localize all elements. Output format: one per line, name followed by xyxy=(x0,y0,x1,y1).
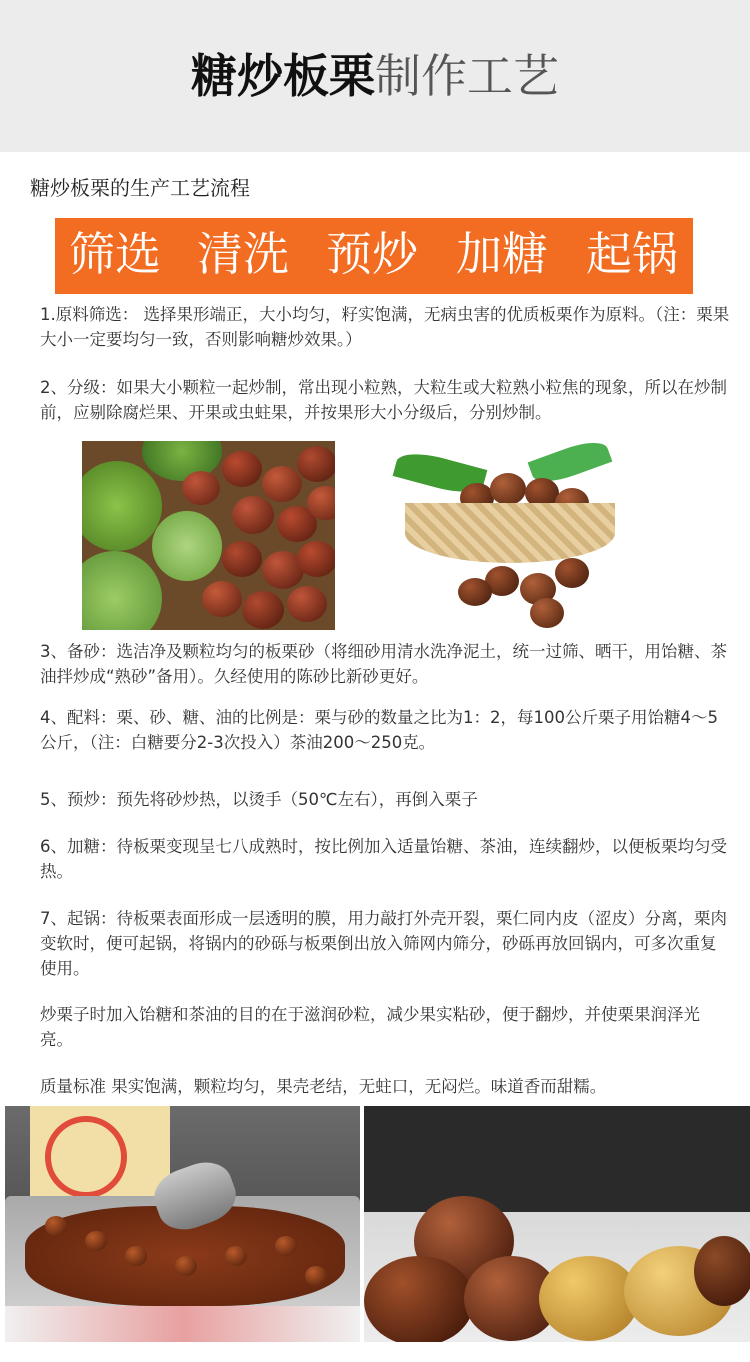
section-subtitle: 糖炒板栗的生产工艺流程 xyxy=(30,176,250,200)
title-light: 制作工艺 xyxy=(375,49,559,103)
photo-chestnut-basket xyxy=(390,438,620,630)
step-remove-from-wok: 起锅 xyxy=(586,227,678,281)
paragraph-step3: 3、备砂：选洁净及颗粒均匀的板栗砂（将细砂用清水洗净泥土，统一过筛、晒干，用饴糖、茶油拌炒成“熟砂”备用）。久经使用的陈砂比新砂更好。 xyxy=(40,642,727,686)
step-screening: 筛选 xyxy=(69,227,161,281)
step-washing: 清洗 xyxy=(197,227,289,281)
page-title xyxy=(0,46,750,106)
process-banner xyxy=(55,218,693,294)
paragraph-purpose: 炒栗子时加入饴糖和茶油的目的在于滋润砂粒，减少果实粘砂，便于翻炒，并使栗果润泽光亮。 xyxy=(40,1005,700,1049)
step-add-sugar: 加糖 xyxy=(456,227,548,281)
paragraph-step5: 5、预炒：预先将砂炒热，以烫手（50℃左右），再倒入栗子 xyxy=(40,790,478,809)
paragraph-quality: 质量标准 果实饱满，颗粒均匀，果壳老结，无蛀口，无闷烂。味道香而甜糯。 xyxy=(40,1077,607,1096)
paragraph-step2: 2、分级：如果大小颗粒一起炒制，常出现小粒熟，大粒生或大粒熟小粒焦的现象，所以在炒制前，应剔除腐烂果、开果或虫蛀果，并按果形大小分级后，分别炒制。 xyxy=(40,378,727,422)
photo-chestnuts-burrs xyxy=(82,441,335,630)
paragraph-step6: 6、加糖：待板栗变现呈七八成熟时，按比例加入适量饴糖、茶油，连续翻炒，以便板栗均匀受热。 xyxy=(40,837,727,881)
step-pre-frying: 预炒 xyxy=(326,227,418,281)
photo-chestnut-tray xyxy=(5,1106,360,1342)
title-bold: 糖炒板栗 xyxy=(191,49,375,103)
paragraph-step4: 4、配料：栗、砂、糖、油的比例是：栗与砂的数量之比为1：2，每100公斤栗子用饴糖4～5公斤，（注：白糖要分2-3次投入）茶油200～250克。 xyxy=(40,708,718,752)
photo-chestnut-closeup xyxy=(364,1106,750,1342)
header-band xyxy=(0,0,750,152)
paragraph-step7: 7、起锅：待板栗表面形成一层透明的膜，用力敲打外壳开裂，栗仁同内皮（涩皮）分离，栗肉变软时，便可起锅，将锅内的砂砾与板栗倒出放入筛网内筛分，砂砾再放回锅内，可多次重复使用。 xyxy=(40,909,727,978)
paragraph-step1: 1.原料筛选： 选择果形端正，大小均匀，籽实饱满，无病虫害的优质板栗作为原料。（注：栗果大小一定要均匀一致，否则影响糖炒效果。） xyxy=(40,305,730,349)
